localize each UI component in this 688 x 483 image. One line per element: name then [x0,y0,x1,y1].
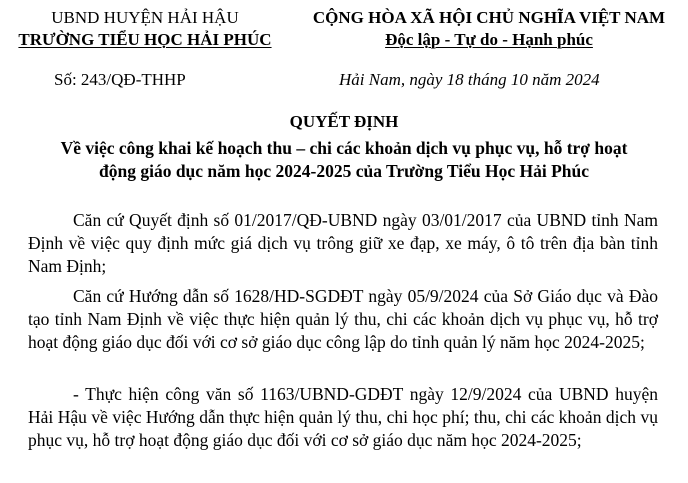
issuing-authority: UBND HUYỆN HẢI HẬU [51,8,239,27]
national-motto-text: Độc lập - Tự do - Hạnh phúc [385,30,593,49]
legal-basis-paragraph-2: Căn cứ Hướng dẫn số 1628/HD-SGDĐT ngày 05/9/2024 của Sở Giáo dục và Đào tạo tỉnh Nam Định về việc thực hiện quản lý thu, chi các khoản dịch vụ phục vụ, hỗ trợ hoạt động giáo dục đối với cơ sở giáo dục công lập do tỉnh quản lý năm học 2024-2025; [28,286,658,352]
organization-name [0,30,290,50]
legal-basis-paragraph-3: - Thực hiện công văn số 1163/UBND-GDĐT ngày 12/9/2024 của UBND huyện Hải Hậu về việc Hướng dẫn thực hiện quản lý thu, chi học phí; thu, chi các khoản dịch vụ phục vụ, hỗ trợ hoạt động giáo dục đối với cơ sở giáo dục năm học 2024-2025; [28,384,658,450]
document-title: QUYẾT ĐỊNH [289,112,399,131]
document-number: Số: 243/QĐ-THHP [54,70,186,89]
place-and-date: Hải Nam, ngày 18 tháng 10 năm 2024 [339,70,600,89]
national-title: CỘNG HÒA XÃ HỘI CHỦ NGHĨA VIỆT NAM [312,8,666,27]
national-motto [290,30,688,50]
legal-basis-paragraph-1: Căn cứ Quyết định số 01/2017/QĐ-UBND ngày 03/01/2017 của UBND tỉnh Nam Định về việc quy định mức giá dịch vụ trông giữ xe đạp, xe máy, ô tô trên địa bàn tỉnh Nam Định; [28,210,658,276]
document-subject-line-1: Về việc công khai kế hoạch thu – chi các khoản dịch vụ phục vụ, hỗ trợ hoạt [60,138,628,158]
document-subject-line-2: động giáo dục năm học 2024-2025 của Trường Tiểu Học Hải Phúc [99,161,589,181]
organization-name-text: TRƯỜNG TIỂU HỌC HẢI PHÚC [18,30,272,49]
